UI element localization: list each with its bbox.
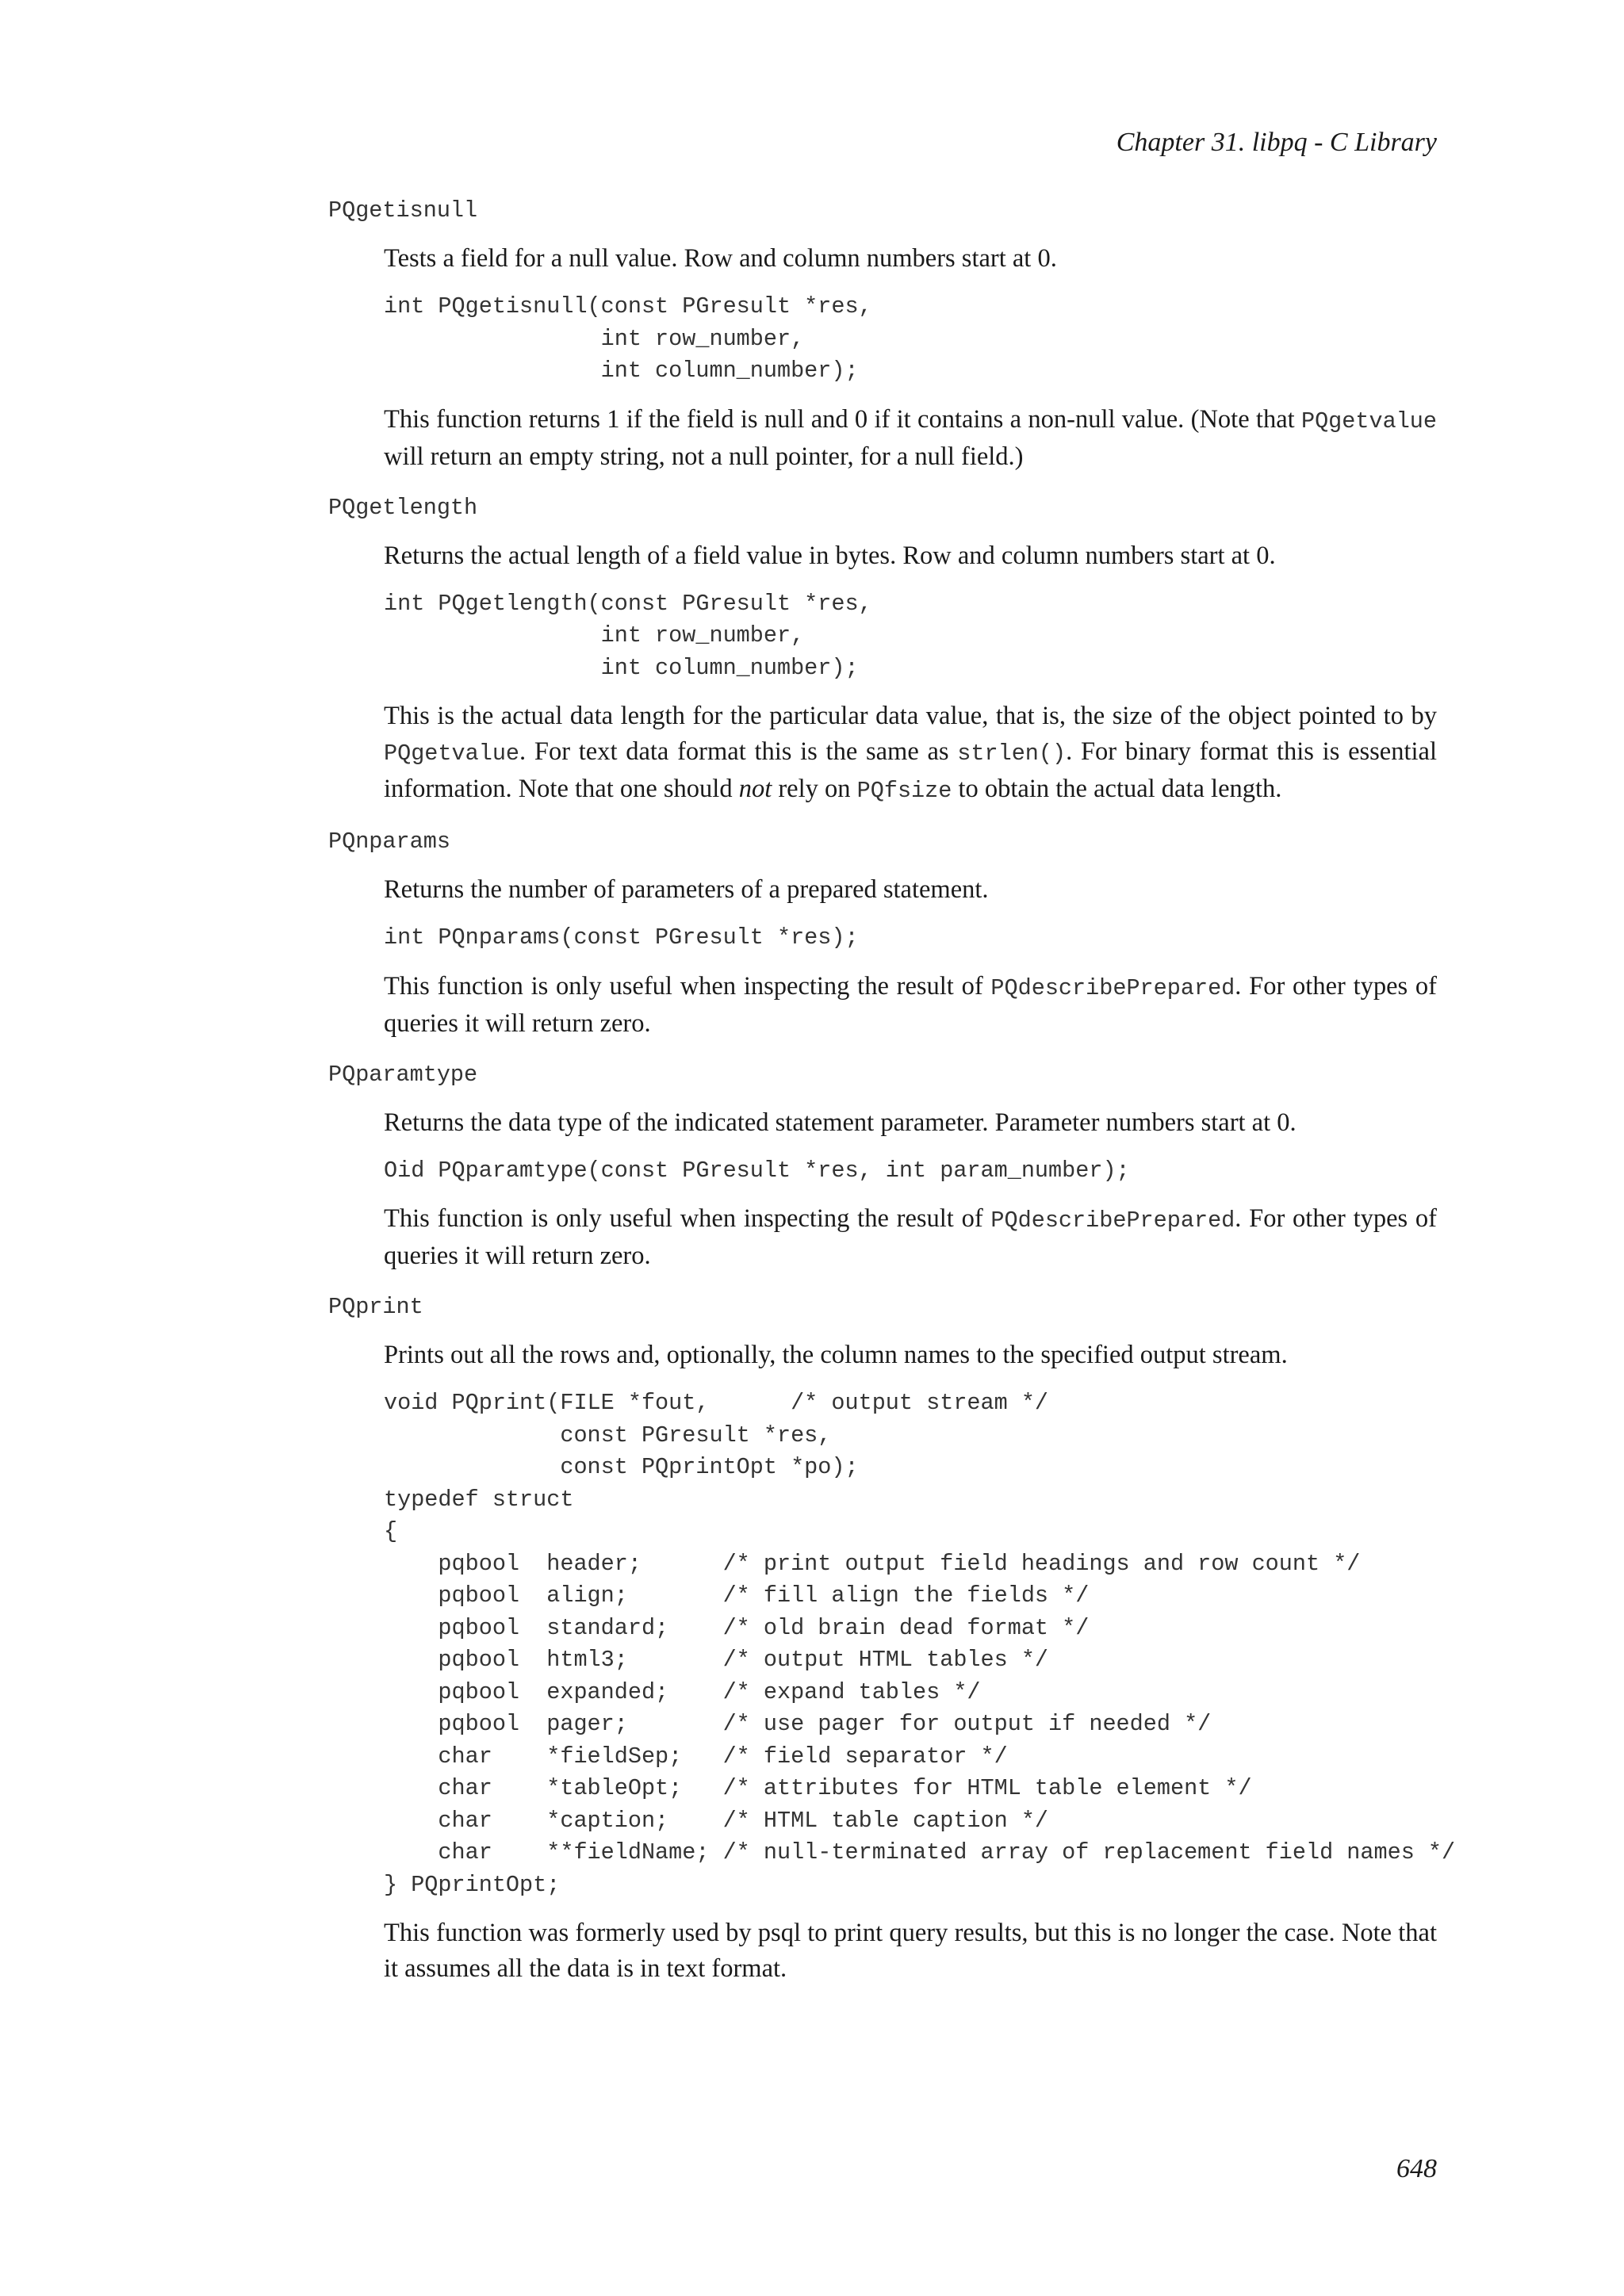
text-run: . For binary format this is essential information. Note that one should: [384, 737, 1437, 803]
function-term: PQprint: [328, 1294, 423, 1320]
inline-code: strlen(): [957, 740, 1067, 767]
function-description: [384, 241, 1437, 475]
entry-pqgetlength: [328, 494, 1437, 809]
code-block: int PQgetisnull(const PGresult *res, int row_number, int column_number);: [384, 293, 872, 384]
inline-code: PQdescribePrepared: [990, 1207, 1235, 1234]
text-run: This function returns 1 if the field is null and 0 if it contains a non-null value. (Note that: [384, 404, 1301, 434]
function-description: [384, 1105, 1437, 1275]
code-block: int PQgetlength(const PGresult *res, int row_number, int column_number);: [384, 590, 872, 681]
text-run: This function is only useful when inspecting the result of: [384, 1204, 991, 1233]
text-run: . For other types of queries it will return zero.: [384, 1204, 1437, 1270]
text-run: will return an empty string, not a null pointer, for a null field.): [384, 442, 1024, 471]
note-text: [384, 698, 1437, 809]
text-run: . For other types of queries it will return zero.: [384, 971, 1437, 1038]
summary-text: Prints out all the rows and, optionally, the column names to the specified output stream.: [384, 1341, 1288, 1369]
function-description: [384, 872, 1437, 1042]
function-term: PQgetisnull: [328, 197, 478, 224]
text-run: rely on: [772, 775, 857, 803]
entry-pqparamtype: [328, 1061, 1437, 1275]
note-text: This function was formerly used by psql to print query results, but this is no longer the case. Note that it assumes all the data is in text format.: [384, 1919, 1437, 1983]
code-block: int PQnparams(const PGresult *res);: [384, 924, 859, 951]
function-term: PQparamtype: [328, 1061, 478, 1088]
entry-pqgetisnull: [328, 197, 1437, 475]
function-term: PQgetlength: [328, 494, 478, 521]
text-run: . For text data format this is the same as: [519, 737, 958, 766]
inline-code: PQgetvalue: [384, 740, 520, 767]
entry-pqprint: [328, 1293, 1456, 1987]
page-number: 648: [1396, 2154, 1437, 2183]
note-text: [384, 402, 1437, 475]
running-header: Chapter 31. libpq - C Library: [1116, 128, 1437, 157]
note-text: [384, 1201, 1437, 1274]
emphasis-text: not: [738, 775, 772, 803]
note-text: [384, 969, 1437, 1042]
summary-text: Tests a field for a null value. Row and column numbers start at 0.: [384, 244, 1057, 273]
text-run: This function is only useful when inspecting the result of: [384, 971, 991, 1001]
code-block: Oid PQparamtype(const PGresult *res, int param_number);: [384, 1157, 1130, 1184]
text-run: This is the actual data length for the particular data value, that is, the size of the object pointed to by: [384, 702, 1437, 730]
function-term: PQnparams: [328, 828, 450, 855]
function-description: [384, 538, 1437, 809]
code-block: void PQprint(FILE *fout, /* output stream */ const PGresult *res, const PQprintOpt *po); typedef struct { pqbool header; /* print output field headings and row count */ pqbool align; /* fill align the fields */ pqbool standard; /* old brain dead format */ pqbool html3; /* output HTML tables */ pqbool expanded; /* expand tables */ pqbool pager; /* use pager for output if needed */ char *fieldSep; /* field separator */ char *tableOpt; /* attributes for HTML table element */ char *caption; /* HTML table caption */ char **fieldName; /* null-terminated array of replacement field names */ } PQprintOpt;: [384, 1390, 1456, 1898]
text-run: to obtain the actual data length.: [952, 775, 1282, 803]
function-description: [384, 1337, 1456, 1987]
inline-code: PQfsize: [856, 778, 952, 804]
inline-code: PQgetvalue: [1300, 408, 1437, 434]
summary-text: Returns the actual length of a field value in bytes. Row and column numbers start at 0.: [384, 541, 1276, 570]
entry-pqnparams: [328, 828, 1437, 1042]
inline-code: PQdescribePrepared: [990, 974, 1235, 1001]
summary-text: Returns the number of parameters of a prepared statement.: [384, 875, 989, 904]
page-content: [328, 197, 1456, 2006]
summary-text: Returns the data type of the indicated statement parameter. Parameter numbers start at 0.: [384, 1108, 1297, 1137]
